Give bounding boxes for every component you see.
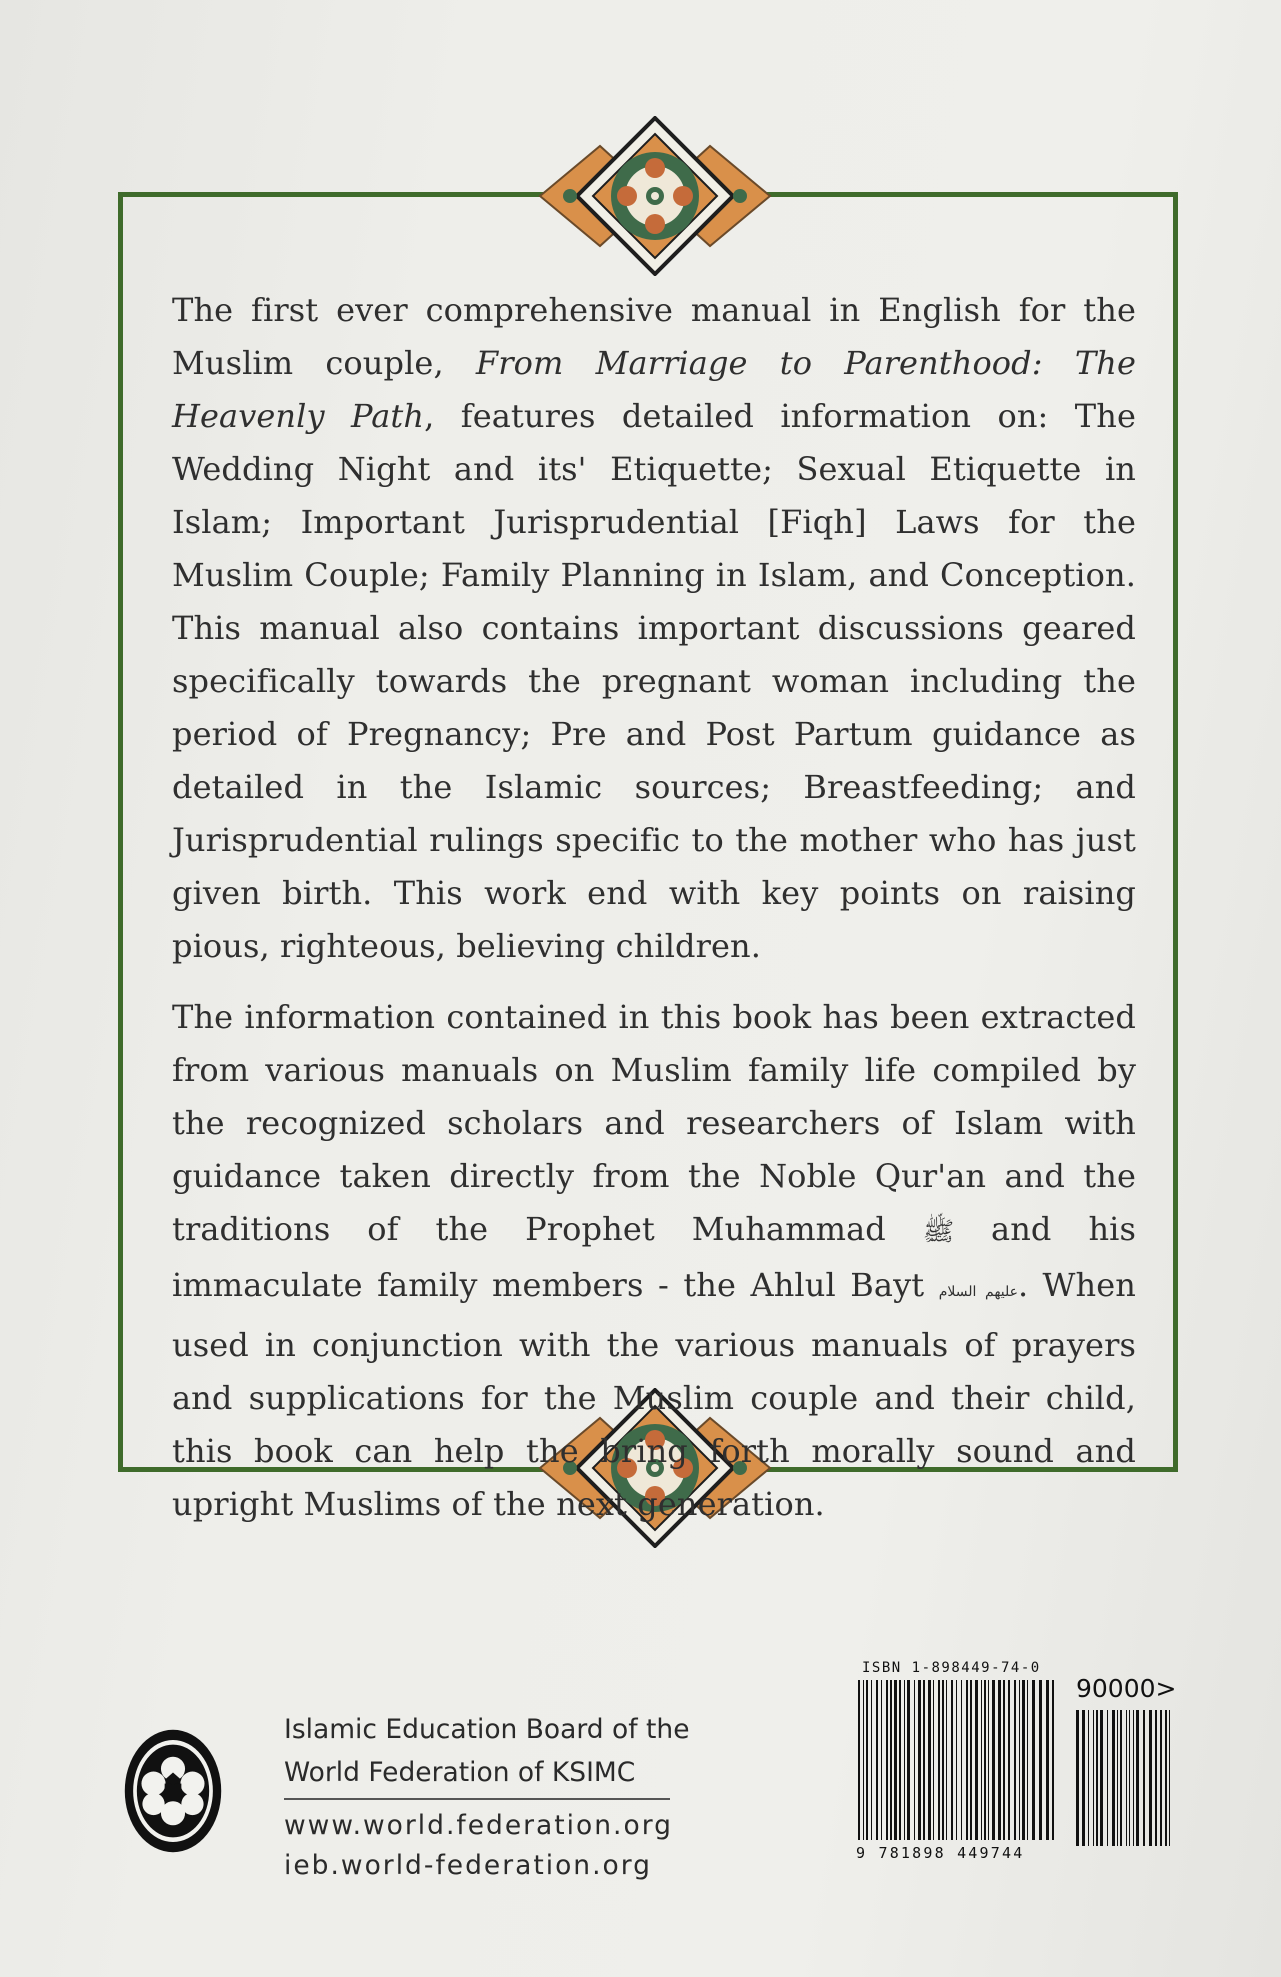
barcode-bar xyxy=(863,1680,864,1840)
salawat-glyph: ﷺ xyxy=(922,1217,955,1247)
publisher-url-2: ieb.world-federation.org xyxy=(284,1850,652,1881)
barcode-bar xyxy=(1096,1710,1098,1846)
barcode-bar xyxy=(1107,1710,1108,1846)
barcode-bar xyxy=(871,1680,872,1840)
blurb-paragraph-1 xyxy=(172,284,1136,973)
barcode-bar xyxy=(1133,1710,1134,1846)
barcode-bar xyxy=(876,1680,878,1840)
barcode-bar xyxy=(1136,1710,1139,1846)
barcode-bar xyxy=(946,1680,947,1840)
barcode-bar xyxy=(992,1680,995,1840)
barcode-bar xyxy=(1126,1710,1127,1846)
blurb-p2-text-c: . When used in conjunction with the various manuals of prayers and supplications for the Muslim couple and their child, this book can help the bring forth morally sound and upright Muslims of the next generation. xyxy=(172,1266,1136,1523)
barcode-bar xyxy=(1149,1710,1152,1846)
barcode-bar xyxy=(951,1680,953,1840)
blurb-p1-text-b: , features detailed information on: The Wedding Night and its' Etiquette; Sexual Etiquette in Islam; Important Jurisprudential [Fiqh] Laws for the Muslim Couple; Family Planning in Islam, and Conception. This manual also contains important discussions geared specifically towards the pregnant woman including the period of Pregnancy; Pre and Post Partum guidance as detailed in the Islamic sources; Breastfeeding; and Jurisprudential rulings specific to the mother who has just given birth. This work end with key points on raising pious, righteous, believing children. xyxy=(172,397,1136,965)
barcode-bar xyxy=(942,1680,944,1840)
barcode-bar xyxy=(923,1680,925,1840)
barcode-bar xyxy=(904,1680,905,1840)
barcode-bar xyxy=(1046,1680,1049,1840)
barcode-area xyxy=(856,1660,1196,1860)
publisher-name-line-2: World Federation of KSIMC xyxy=(284,1757,636,1788)
blurb-paragraph-2 xyxy=(172,991,1136,1531)
barcode-bar xyxy=(1076,1710,1079,1846)
barcode-bar xyxy=(1165,1710,1167,1846)
barcode-bar xyxy=(918,1680,921,1840)
barcode-bar xyxy=(1039,1680,1042,1840)
barcode-bar xyxy=(1120,1710,1122,1846)
barcode-bar xyxy=(1088,1710,1089,1846)
isbn-label: ISBN 1-898449-74-0 xyxy=(862,1660,1041,1676)
barcode-bar xyxy=(970,1680,972,1840)
publisher-url-1: www.world.federation.org xyxy=(284,1810,673,1841)
price-addon-barcode-icon xyxy=(1076,1710,1176,1846)
barcode-bar xyxy=(886,1680,888,1840)
barcode-bar xyxy=(961,1680,962,1840)
barcode-bar xyxy=(1052,1680,1054,1840)
book-title-italic: From Marriage to Parenthood: The Heavenly Path xyxy=(172,344,1137,435)
barcode-bar xyxy=(1003,1680,1005,1840)
barcode-bar xyxy=(938,1680,940,1840)
blurb-p2-text-b: and his immaculate family members - the Ahlul Bayt xyxy=(172,1210,1137,1304)
barcode-bar xyxy=(981,1680,982,1840)
publisher-divider xyxy=(284,1798,670,1800)
barcode-bar xyxy=(966,1680,968,1840)
barcode-bar xyxy=(1014,1680,1016,1840)
barcode-bar xyxy=(1117,1710,1118,1846)
barcode-bar xyxy=(899,1680,901,1840)
barcode-bar xyxy=(1143,1710,1145,1846)
barcode-bar xyxy=(998,1680,1001,1840)
barcode-bar xyxy=(933,1680,934,1840)
publisher-block xyxy=(122,1714,690,1882)
barcode-bar xyxy=(907,1680,910,1840)
publisher-logo-icon xyxy=(122,1722,224,1860)
barcode-bar xyxy=(866,1680,868,1840)
barcode-bar xyxy=(1022,1680,1025,1840)
barcode-bar xyxy=(1032,1680,1035,1840)
barcode-bar xyxy=(1019,1680,1020,1840)
barcode-bar xyxy=(1155,1710,1157,1846)
barcode-bar xyxy=(890,1680,892,1840)
barcode-bar xyxy=(1169,1710,1170,1846)
barcode-bar xyxy=(1112,1710,1115,1846)
blurb-p2-text-a: The information contained in this book has been extracted from various manuals on Muslim family life compiled by the recognized scholars and researchers of Islam with guidance taken directly from the Noble Qur'an and the traditions of the Prophet Muhammad xyxy=(172,998,1136,1248)
barcode-bar xyxy=(914,1680,915,1840)
barcode-bar xyxy=(984,1680,986,1840)
publisher-text xyxy=(284,1708,704,1886)
blurb-p1-text-a: The first ever comprehensive manual in English for the Muslim couple, xyxy=(172,291,1136,382)
ean-digits: 9 781898 449744 xyxy=(856,1844,1025,1862)
barcode-bar xyxy=(1160,1710,1162,1846)
barcode-bar xyxy=(1008,1680,1010,1840)
barcode-bar xyxy=(858,1680,860,1840)
barcode-bar xyxy=(1027,1680,1028,1840)
barcode-bar xyxy=(956,1680,957,1840)
publisher-name-line-1: Islamic Education Board of the xyxy=(284,1714,690,1745)
price-code-label: 90000> xyxy=(1076,1674,1177,1703)
barcode-bar xyxy=(894,1680,897,1840)
ean-barcode-icon xyxy=(858,1680,1058,1852)
back-cover-blurb xyxy=(172,284,1136,1549)
barcode-bar xyxy=(975,1680,978,1840)
barcode-bar xyxy=(1093,1710,1094,1846)
alayhim-glyph: عليهم السلام xyxy=(938,1284,1018,1300)
barcode-bar xyxy=(881,1680,882,1840)
barcode-bar xyxy=(928,1680,931,1840)
barcode-bar xyxy=(1129,1710,1130,1846)
barcode-bar xyxy=(988,1680,989,1840)
barcode-bar xyxy=(1100,1710,1103,1846)
barcode-bar xyxy=(1082,1710,1085,1846)
top-ornament-icon xyxy=(530,116,780,276)
